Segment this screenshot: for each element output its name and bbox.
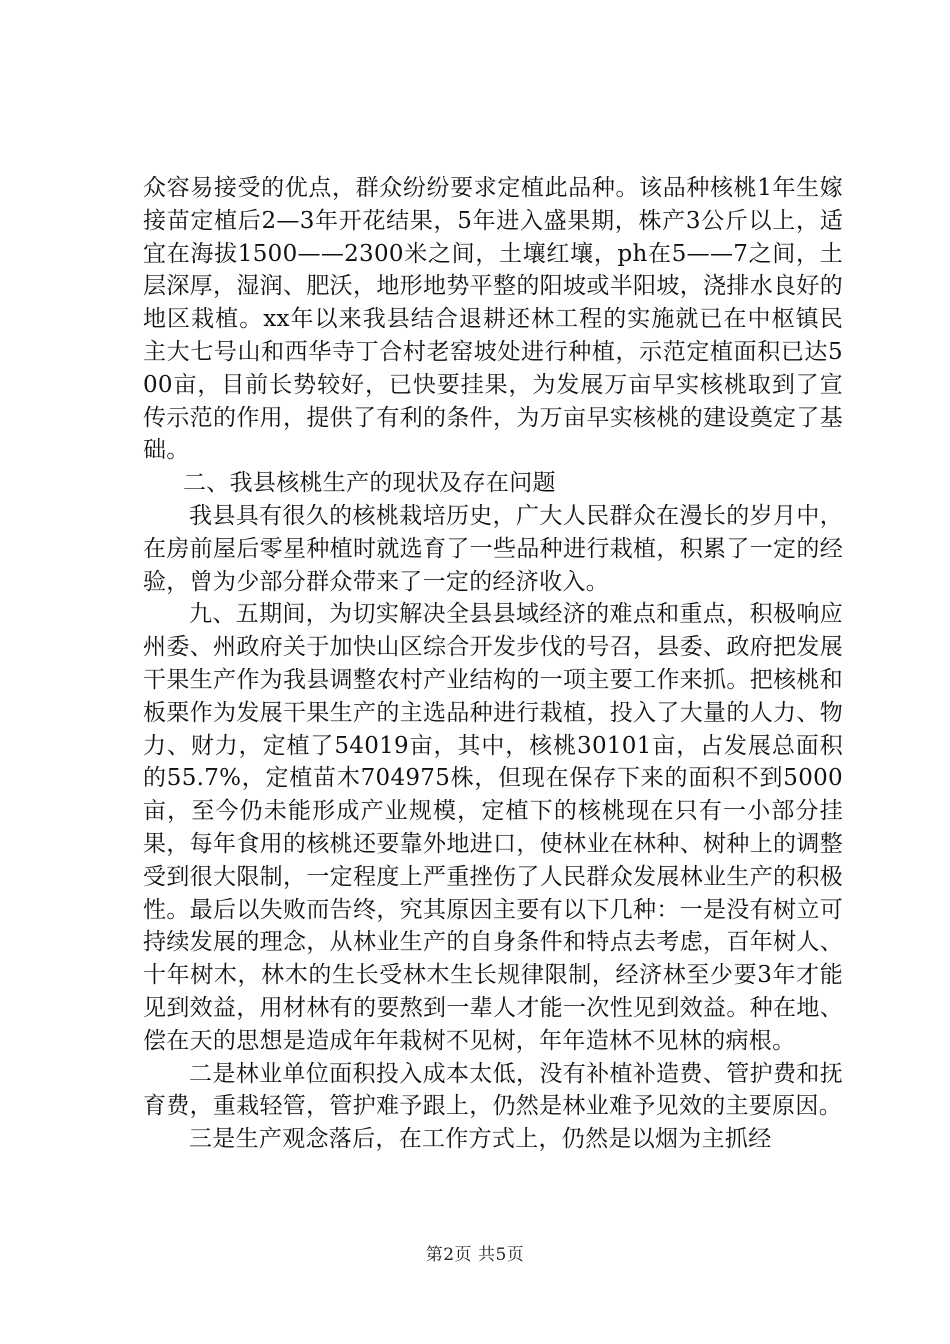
paragraph-third-reason: 三是生产观念落后，在工作方式上，仍然是以烟为主抓经 bbox=[189, 1126, 772, 1153]
paragraph-continuation: 众容易接受的优点，群众纷纷要求定植此品种。该品种核桃1年生嫁接苗定植后2—3年开花结果，5年进入盛果期，株产3公斤以上，适宜在海拔1500——2300米之间，土壤红壤，ph在5——7之间，土层深厚，湿润、肥沃，地形地势平整的阳坡或半阳坡，浇排水良好的地区栽植。xx年以来我县结合退耕还林工程的实施就已在中枢镇民主大七号山和西华寺丁合村老窑坡处进行种植，示范定植面积已达500亩，目前长势较好，已快要挂果，为发展万亩早实核桃取到了宣传示范的作用，提供了有利的条件，为万亩早实核桃的建设奠定了基础。 bbox=[143, 175, 843, 464]
section-heading: 二、我县核桃生产的现状及存在问题 bbox=[183, 470, 556, 497]
document-body bbox=[143, 172, 843, 1156]
paragraph-ninth-five-year: 九、五期间，为切实解决全县县域经济的难点和重点，积极响应州委、州政府关于加快山区综合开发步伐的号召，县委、政府把发展干果生产作为我县调整农村产业结构的一项主要工作来抓。把核桃和板栗作为发展干果生产的主选品种进行栽植，投入了大量的人力、物力、财力，定植了54019亩，其中，核桃30101亩，占发展总面积的55.7%，定植苗木704975株，但现在保存下来的面积不到5000亩，至今仍未能形成产业规模，定植下的核桃现在只有一小部分挂果，每年食用的核桃还要靠外地进口，使林业在林种、树种上的调整受到很大限制，一定程度上严重挫伤了人民群众发展林业生产的积极性。最后以失败而告终，究其原因主要有以下几种：一是没有树立可持续发展的理念，从林业生产的自身条件和特点去考虑，百年树人、十年树木，林木的生长受林木生长规律限制，经济林至少要3年才能见到效益，用材林有的要熬到一辈人才能一次性见到效益。种在地、偿在天的思想是造成年年栽树不见树，年年造林不见林的病根。 bbox=[143, 601, 843, 1054]
paragraph-history: 我县具有很久的核桃栽培历史，广大人民群众在漫长的岁月中，在房前屋后零星种植时就选育了一些品种进行栽植，积累了一定的经验，曾为少部分群众带来了一定的经济收入。 bbox=[143, 502, 843, 595]
page-number-footer: 第2页 共5页 bbox=[425, 1245, 525, 1265]
paragraph-second-reason: 二是林业单位面积投入成本太低，没有补植补造费、管护费和抚育费，重栽轻管，管护难予跟上，仍然是林业难予见效的主要原因。 bbox=[143, 1060, 843, 1120]
